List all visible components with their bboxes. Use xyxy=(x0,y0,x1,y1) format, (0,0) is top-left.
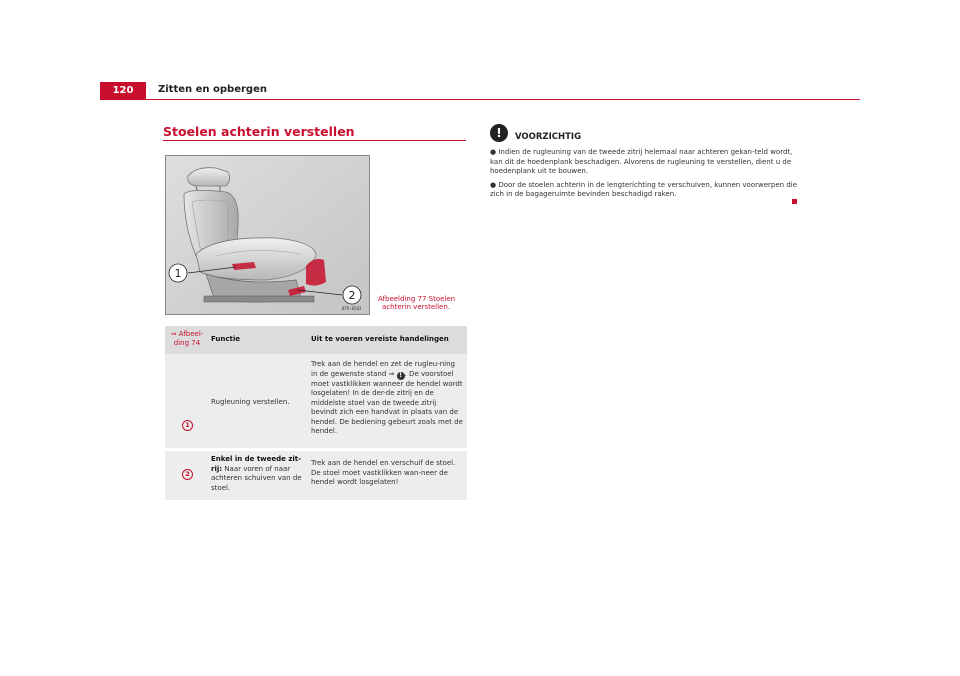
caution-item xyxy=(490,148,802,177)
bullet-icon: ● xyxy=(490,180,497,189)
section-end-marker xyxy=(792,199,797,204)
row-number-badge: 1 xyxy=(182,420,193,431)
row-function xyxy=(209,354,309,448)
row-actions: Trek aan de hendel en verschuif de stoel. De stoel moet vastklikken wan-neer de hendel wordt losgelaten! xyxy=(311,459,456,486)
header-figure-ref-line2: ding 74 xyxy=(173,339,201,347)
row-function xyxy=(209,451,309,500)
row-action-text-2: . De voorstoel moet vastklikken wanneer de hendel wordt losgelaten! In de der-de zitrij en de middelste stoel van de tweede zitrij bevindt zich een handvat in plaats van de hendel. De bediening gebeurt zoals met de hendel. xyxy=(311,369,463,435)
seat-illustration xyxy=(165,155,370,315)
caution-ref-icon[interactable]: ! xyxy=(397,372,405,380)
header-actions: Uit te voeren vereiste handelingen xyxy=(311,335,449,343)
callout-2-label: 2 xyxy=(348,289,356,302)
caption-line-2: achterin verstellen. xyxy=(382,303,450,311)
chapter-title: Zitten en opbergen xyxy=(158,84,267,95)
header-rule xyxy=(100,99,860,100)
section-rule xyxy=(163,140,466,141)
row-function-bold: Enkel in de tweede zit-rij: xyxy=(211,455,302,473)
table-row xyxy=(165,451,467,500)
caution-item xyxy=(490,181,802,200)
table-row xyxy=(165,354,467,448)
row-function-text: Rugleuning verstellen. xyxy=(211,398,290,407)
row-function-text: Naar voren of naar achteren schuiven van de stoel. xyxy=(211,464,302,492)
warning-icon: ! xyxy=(490,124,508,142)
table-header-row xyxy=(165,326,467,354)
bullet-icon: ● xyxy=(490,148,497,156)
page-number: 120 xyxy=(100,82,146,99)
seat-drawing xyxy=(166,156,370,315)
header-figure-ref-line1: ⇒ Afbeel- xyxy=(170,330,204,338)
row-action-text-1: Trek aan de hendel en zet de rugleu-ning in de gewenste stand ⇒ xyxy=(311,360,455,378)
figure-code: B7V-0503 xyxy=(342,306,362,311)
header-figure-ref[interactable] xyxy=(165,326,209,354)
row-actions xyxy=(309,354,467,448)
caution-title: VOORZICHTIG xyxy=(515,132,582,142)
callout-1-label: 1 xyxy=(174,267,182,280)
caution-body xyxy=(490,148,802,204)
caution-item-text: Indien de rugleuning van de tweede zitrij helemaal naar achteren gekan-teld wordt, kan dit de hoedenplank beschadigen. Alvorens de rugleuning te verstellen, dient u de hoedenplank uit te bouwen. xyxy=(490,148,793,175)
header-function: Functie xyxy=(211,335,241,343)
section-title: Stoelen achterin verstellen xyxy=(163,124,355,139)
caution-item-text: Door de stoelen achterin in de lengterichting te verschuiven, kunnen voorwerpen die zich in de bagageruimte bevinden beschadigd raken. xyxy=(490,180,798,198)
function-table xyxy=(165,326,467,500)
page-header xyxy=(100,82,860,100)
figure-caption xyxy=(378,295,468,311)
caption-line-1: Afbeelding 77 Stoelen xyxy=(378,295,456,303)
row-number-badge: 2 xyxy=(182,469,193,480)
